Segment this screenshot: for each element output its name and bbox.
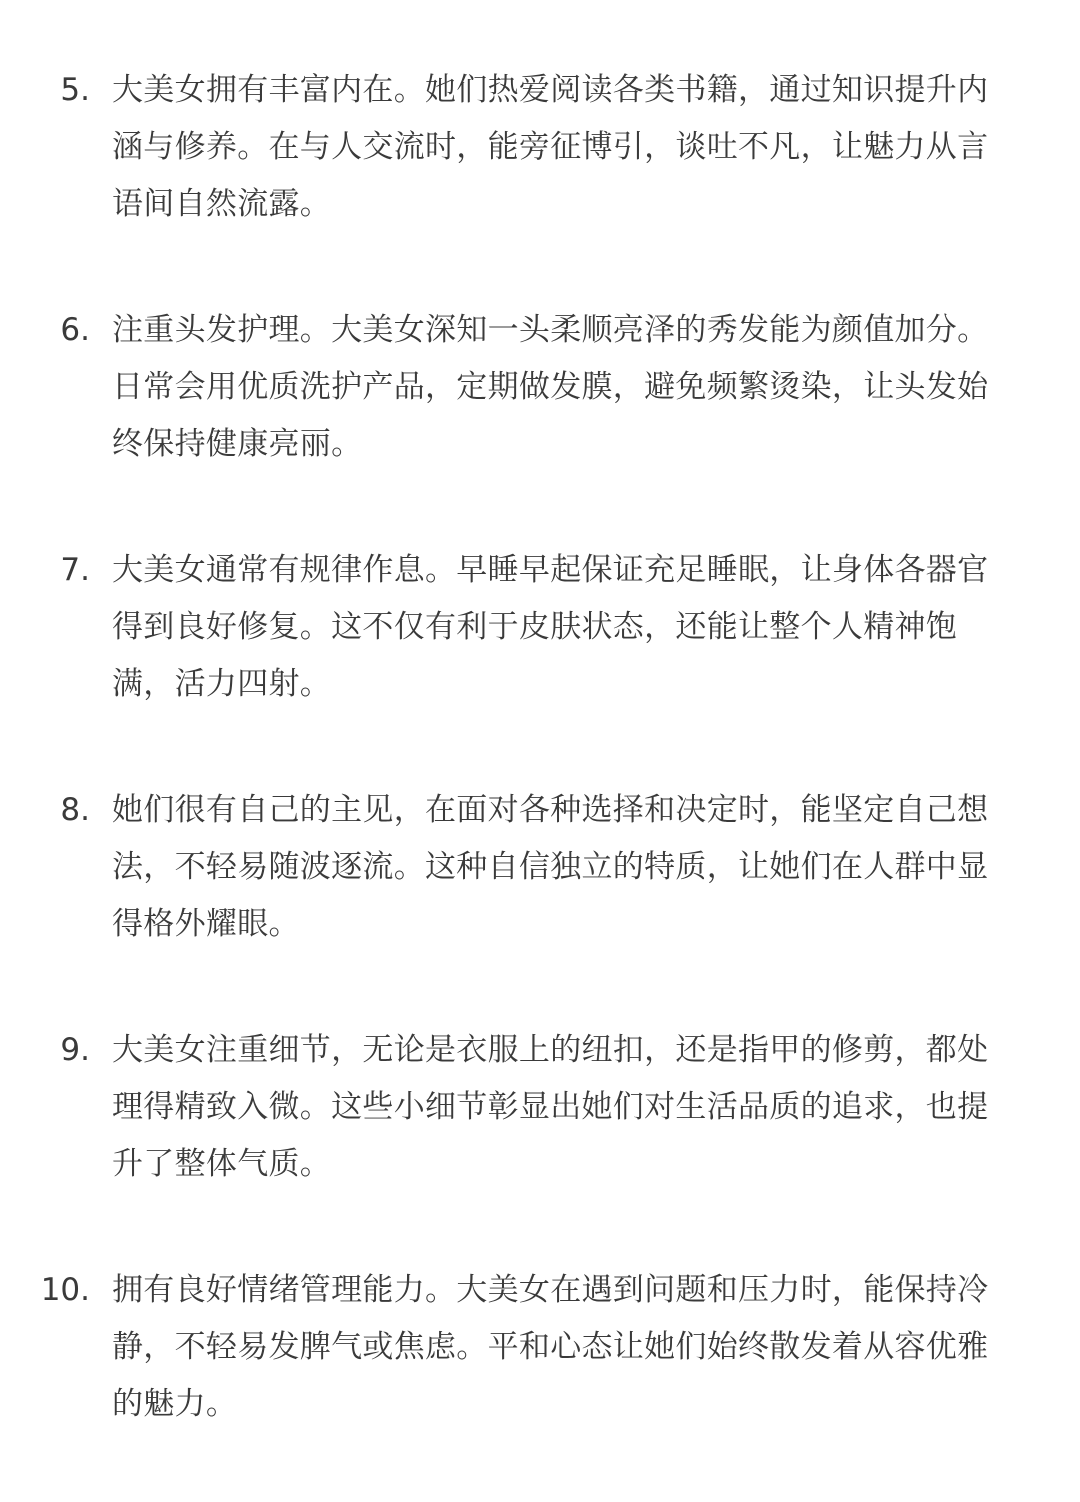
text-line: 法，不轻易随波逐流。这种自信独立的特质，让她们在人群中显: [112, 849, 989, 885]
item-number: 8.: [60, 792, 90, 828]
item-text: [112, 782, 1012, 953]
item-number: 9.: [60, 1032, 90, 1068]
list-item: [0, 302, 1080, 542]
list-item: [0, 542, 1080, 782]
item-text: [112, 542, 1012, 713]
text-line: 静，不轻易发脾气或焦虑。平和心态让她们始终散发着从容优雅: [112, 1329, 989, 1365]
text-line: 大美女拥有丰富内在。她们热爱阅读各类书籍，通过知识提升内: [112, 72, 989, 108]
item-number: 7.: [60, 552, 90, 588]
text-line: 得格外耀眼。: [112, 906, 300, 942]
list-item: [0, 62, 1080, 302]
item-number: 5.: [60, 72, 90, 108]
text-line: 语间自然流露。: [112, 186, 332, 222]
text-line: 理得精致入微。这些小细节彰显出她们对生活品质的追求，也提: [112, 1089, 989, 1125]
text-line: 满，活力四射。: [112, 666, 332, 702]
text-line: 大美女通常有规律作息。早睡早起保证充足睡眠，让身体各器官: [112, 552, 989, 588]
numbered-list: [0, 62, 1080, 1502]
item-number: 10.: [40, 1272, 90, 1308]
list-item: [0, 1262, 1080, 1502]
item-text: [112, 62, 1012, 233]
text-line: 升了整体气质。: [112, 1146, 332, 1182]
item-number: 6.: [60, 312, 90, 348]
text-line: 注重头发护理。大美女深知一头柔顺亮泽的秀发能为颜值加分。: [112, 312, 989, 348]
text-line: 终保持健康亮丽。: [112, 426, 363, 462]
text-line: 涵与修养。在与人交流时，能旁征博引，谈吐不凡，让魅力从言: [112, 129, 989, 165]
text-line: 的魅力。: [112, 1386, 238, 1422]
text-line: 拥有良好情绪管理能力。大美女在遇到问题和压力时，能保持冷: [112, 1272, 989, 1308]
item-text: [112, 1262, 1012, 1433]
list-item: [0, 1022, 1080, 1262]
text-line: 她们很有自己的主见，在面对各种选择和决定时，能坚定自己想: [112, 792, 989, 828]
item-text: [112, 1022, 1012, 1193]
list-item: [0, 782, 1080, 1022]
text-line: 大美女注重细节，无论是衣服上的纽扣，还是指甲的修剪，都处: [112, 1032, 989, 1068]
text-line: 得到良好修复。这不仅有利于皮肤状态，还能让整个人精神饱: [112, 609, 958, 645]
item-text: [112, 302, 1012, 473]
text-line: 日常会用优质洗护产品，定期做发膜，避免频繁烫染，让头发始: [112, 369, 989, 405]
